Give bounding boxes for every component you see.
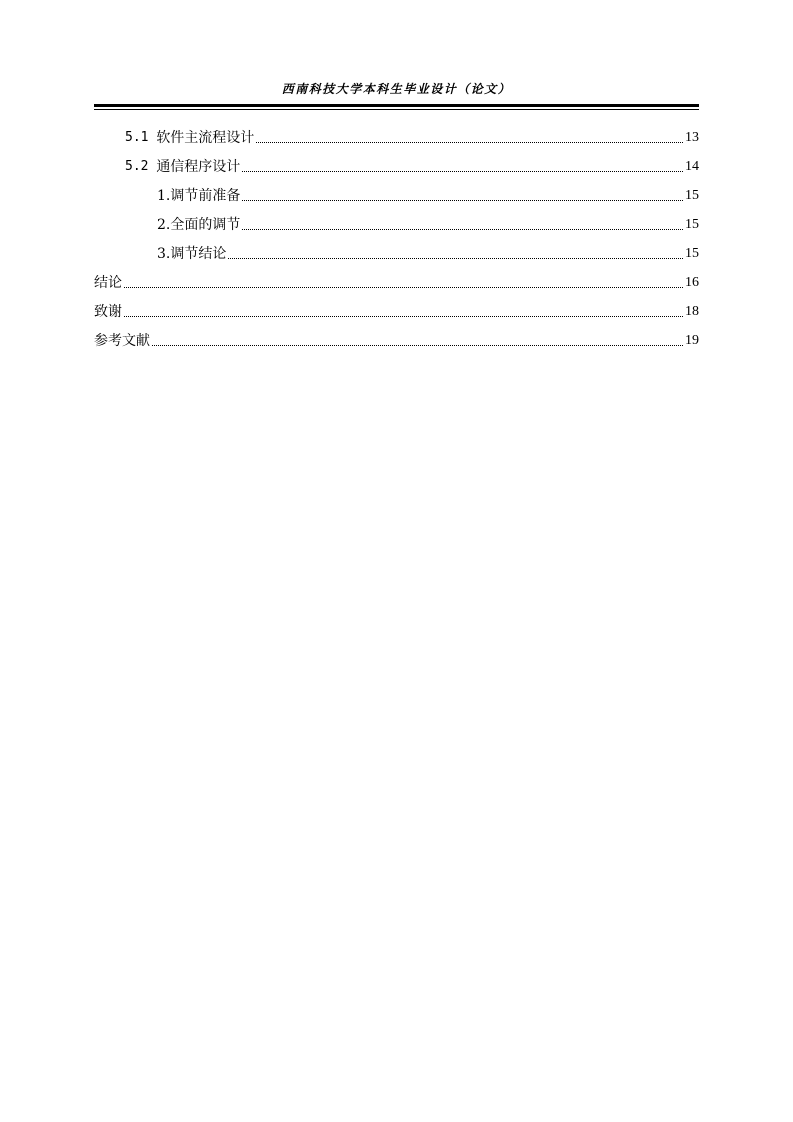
toc-entry-title: 2.全面的调节 xyxy=(157,217,241,233)
toc-entry-number: 5.1 xyxy=(125,130,157,145)
toc-dot-leader xyxy=(228,258,683,259)
header-rule-thin xyxy=(94,109,699,110)
toc-entry-title: 结论 xyxy=(94,275,122,291)
toc-dot-leader xyxy=(124,316,683,317)
toc-entry-title: 软件主流程设计 xyxy=(156,130,255,146)
toc-entry-acknowledgements[interactable] xyxy=(94,292,699,321)
toc-entry-page: 16 xyxy=(685,275,699,290)
toc-entry-page: 15 xyxy=(685,188,699,203)
toc-entry-page: 19 xyxy=(685,333,699,348)
toc-entry-title: 致谢 xyxy=(94,304,122,320)
toc-entry-title: 通信程序设计 xyxy=(156,159,241,175)
toc-entry-5-1[interactable] xyxy=(125,118,699,147)
toc-entry-references[interactable] xyxy=(94,321,699,350)
toc-entry-adjustment-conclusion[interactable] xyxy=(157,234,699,263)
toc-dot-leader xyxy=(256,142,683,143)
toc-entry-page: 14 xyxy=(685,159,699,174)
toc-dot-leader xyxy=(242,229,683,230)
toc-entry-5-2[interactable] xyxy=(125,147,699,176)
toc-entry-page: 15 xyxy=(685,217,699,232)
toc-dot-leader xyxy=(152,345,683,346)
toc-dot-leader xyxy=(124,287,683,288)
header-title: 西南科技大学本科生毕业设计（论文） xyxy=(281,82,512,96)
toc-dot-leader xyxy=(242,200,683,201)
header-rule-thick xyxy=(94,104,699,107)
toc-entry-page: 18 xyxy=(685,304,699,319)
toc-entry-conclusion[interactable] xyxy=(94,263,699,292)
toc-entry-preparation[interactable] xyxy=(157,176,699,205)
toc-entry-title: 1.调节前准备 xyxy=(157,188,241,204)
toc-entry-page: 13 xyxy=(685,130,699,145)
toc-dot-leader xyxy=(242,171,683,172)
toc-entry-full-adjustment[interactable] xyxy=(157,205,699,234)
toc-entry-number: 5.2 xyxy=(125,159,157,174)
toc-entry-title: 参考文献 xyxy=(94,333,150,349)
toc-entry-page: 15 xyxy=(685,246,699,261)
toc-entry-title: 3.调节结论 xyxy=(157,246,227,262)
